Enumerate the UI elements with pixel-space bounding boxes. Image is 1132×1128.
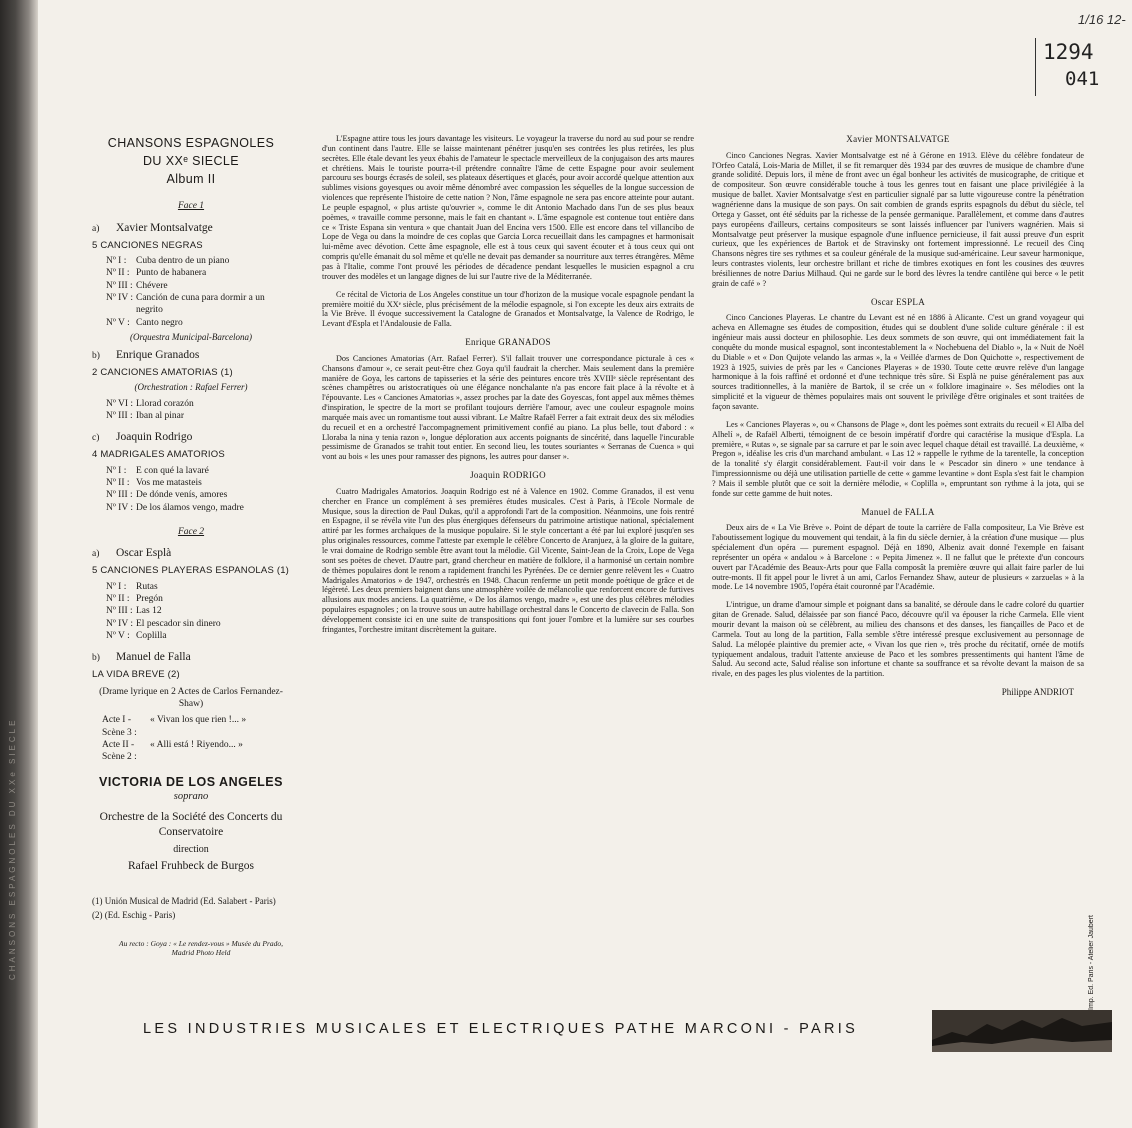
actes-list: [92, 714, 290, 763]
track-item: [92, 581, 290, 593]
aria-item: [92, 714, 290, 739]
track-number: Nº III :: [106, 280, 133, 291]
composer-falla: b) Manuel de Falla: [92, 651, 191, 664]
track-title: Vos me matasteis: [136, 478, 202, 489]
track-item: [92, 465, 290, 477]
songs-b-list: [92, 398, 290, 423]
publisher-footer: LES INDUSTRIES MUSICALES ET ELECTRIQUES PATHE MARCONI - PARIS: [143, 1021, 859, 1037]
track-title: De los álamos vengo, madre: [136, 502, 244, 513]
album-title-line2: DU XXᵉ SIECLE: [143, 154, 239, 169]
track-number: Nº II :: [106, 268, 130, 279]
track-title: Canto negro: [136, 317, 183, 328]
track-title: Iban al pinar: [136, 411, 185, 422]
track-item: [92, 280, 290, 292]
track-item: [92, 255, 290, 267]
track-item: [92, 489, 290, 501]
track-title: Llorad corazón: [136, 398, 194, 409]
aria-item: [92, 739, 290, 764]
track-number: Nº II :: [106, 478, 130, 489]
track-number: Nº I :: [106, 581, 127, 592]
track-item: [92, 410, 290, 422]
montsalvatge-paragraph: Cinco Canciones Negras. Xavier Montsalvatge est né à Gérone en 1913. Elève du célèbre fondateur de l'Orfeo Catalá, Lois-Maria de Millet, il se fit remarquer dès 1934 par des œuvres de musique de chambre d'une grande solidité. Depuis lors, il mène de front avec un égal bonheur les activités de musicographe, de critique et de compositeur. Son œuvre considérable touche à tous les genres tout en faisant une place privilégiée à la musique de ballet. Xavier Montsalvatge s'est en particulier signalé par sa lutte vigoureuse contre la pénétration wagnérienne dans la musique de son pays. On sait combien de grands esprits espagnols du début du siècle, tel Ortega y Gasset, ont été séduits par la richesse de la pensée germanique. Parallèlement, et comme dans d'autres pays européens d'ailleurs, certains compositeurs se sont laissés influencer par l'univers wagnérien. Mais si Montsalvatge peut préserver la musique espagnole d'une influence pernicieuse, il fait aussi preuve d'un esprit curieux, que les expériences de Bartok et de Stravinsky ont fortement impressionné. Le recueil des Cinq Chansons nègres tire ses rythmes et sa couleur générale de la musique sud-américaine. Leur saveur harmonique, leurs contrastes violents, leur orchestre brillant et riche de timbres exotiques en font les cousines des œuvres brésiliennes de notre Darius Milhaud. Qui ne garde sur le bord des lèvres la tendre cantilène qui berce « le petit grain de café » ?: [712, 150, 1084, 288]
track-item: [92, 593, 290, 605]
catalog-suffix: 041: [1065, 68, 1100, 90]
spine-text: CHANSONS ESPAGNOLES DU XXe SIECLE: [8, 717, 17, 980]
track-number: Nº III :: [106, 490, 133, 501]
face-2-label: Face 2: [177, 527, 205, 538]
aria-title: « Alli está ! Riyendo... »: [150, 740, 243, 751]
heading-montsalvatge: Xavier MONTSALVATGE: [846, 134, 950, 144]
group-vida-breve: LA VIDA BREVE (2): [92, 669, 180, 681]
songs-c-list: [92, 465, 290, 514]
heading-rodrigo: Joaquin RODRIGO: [470, 470, 546, 481]
album-title-line3: Album II: [166, 172, 216, 187]
track-item: [92, 267, 290, 279]
track-title: Cuba dentro de un piano: [136, 256, 230, 266]
recital-paragraph: Ce récital de Victoria de Los Angeles constitue un tour d'horizon de la musique vocale espagnole pendant la première moitié du XXᵉ siècle, plus précisément de la mélodie espagnole, si l'on excepte les deux airs extraits de la Vie Brève. Il évoque successivement la Catalogne de Granados et Montsalvatge, la Valence de Rodrigo, le Levant d'Espla et l'Andalousie de Falla.: [322, 289, 694, 329]
track-title: Punto de habanera: [136, 268, 207, 279]
aria-title: « Vivan los que rien !... »: [150, 715, 247, 726]
track-number: Nº III :: [106, 606, 133, 617]
artist-name: VICTORIA DE LOS ANGELES: [99, 774, 283, 789]
track-title: Canción de cuna para dormir a un negrito: [136, 293, 265, 316]
composer-espla: a) Oscar Esplà: [92, 547, 172, 560]
tracklist-column: [92, 134, 290, 957]
espla-paragraph-2: Les « Canciones Playeras », ou « Chansons de Plage », dont les poèmes sont extraits du recueil « El Alba del Alhelí », de Rafaël Alberti, témoignent de ce besoin impératif d'ordre qui caractérise la musique d'Espla. La première, « Rutas », se signale par sa carrure et par le soin avec lequel chaque détail est travaillé. La deuxième, « Pregon », idéalise les cris d'un marchand ambulant. « Las 12 » rappelle le rythme de la tarentelle, la conception de la tonalité s'y élargit considérablement. Faut-il voir dans le « Pescador sin dinero » une tendance à l'impressionnisme ou déjà une utilisation partielle de cette « gamme levantine » dont Espla s'est fait le champion ? Mais il semble plutôt que ce soit la dernière mélodie, « Coplilla », empruntant son rythme à la jota, qui se fonde sur cette gamme de huit notes.: [712, 419, 1084, 498]
track-number: Nº V :: [106, 317, 130, 328]
article-column-2: [322, 134, 694, 643]
track-item: [92, 630, 290, 642]
track-item: [92, 317, 290, 329]
aria-act: Acte I - Scène 3 :: [102, 715, 137, 738]
heading-granados: Enrique GRANADOS: [465, 337, 551, 348]
composer-montsalvatge: a) Xavier Montsalvatge: [92, 221, 213, 234]
track-number: Nº III :: [106, 411, 133, 422]
track-item: [92, 398, 290, 410]
group-canciones-amatorias: 2 CANCIONES AMATORIAS (1): [92, 366, 233, 378]
track-number: Nº I :: [106, 465, 127, 476]
artist-voice: soprano: [173, 791, 209, 802]
granados-paragraph: Dos Canciones Amatorias (Arr. Rafael Ferrer). S'il fallait trouver une correspondance picturale à ces « Chansons d'amour », ce serait peut-être chez Goya qu'il faudrait la chercher. Mais seulement dans la première manière de Goya, les cartons de tapisseries et la série des peintures encore très XVIIIᵉ siècle représentant des scènes champêtres ou aristocratiques où une élégance nonchalante n'a pas encore fait place à la révolte et à l'épouvante. Les « Canciones Amatorias », assez proches par la date des Goyescas, font appel aux mêmes thèmes d'inspiration, le spectre de la mort se profilant toujours derrière l'amour, avec une couleur espagnole moins marquée mais avec un romantisme tout aussi vibrant. Le Maître Rafaël Ferrer a fait extrait deux des six mélodies du recueil et en a orchestré l'accompagnement primitivement confié au piano. La plus belle, tout d'abord : « Lloraba la nina y tenia razon », longue déploration aux accents poignants de sincérité, dans laquelle l'incurable pessimisme de Granados se trahit tout entier. En second lieu, les toutes souriantes « Serranas de Cuenca » qui vont au bois « les unes pour ramasser des pignons, les autres pour danser ».: [322, 353, 694, 462]
record-spine: [0, 0, 38, 1128]
footer-landscape-image: [932, 1010, 1112, 1052]
orchestra-note-a: (Orquestra Municipal-Barcelona): [129, 332, 253, 343]
track-item: [92, 477, 290, 489]
heading-espla: Oscar ESPLA: [870, 296, 926, 307]
track-number: Nº II :: [106, 594, 130, 605]
heading-falla: Manuel de FALLA: [861, 506, 935, 517]
track-item: [92, 605, 290, 617]
intro-paragraph: L'Espagne attire tous les jours davantage les visiteurs. Le voyageur la traverse du nord au sud pour se rendre d'un continent dans l'autre. Elle se laisse maintenant pénétrer jusqu'en ses contrées les plus retirées, les plus secrètes. Elle étale devant les yeux ébahis de l'amateur le spectacle merveilleux de la conjugaison des arts maures et chrétiens. Mais le touriste pourra-t-il prétendre connaître l'âme de cette Espagne pour avoir seulement parcouru ses bourgs écrasés de soleil, ses plateaux désertiques et glacés, pour avoir accordé quelque attention aux sublimes visions goyesques ou avoir même dénombré avec compassion les séquelles de la longue succession de violences que représente l'histoire de cette nation ? Non, l'âme espagnole ne sera pas encore atteinte pour autant. Le peuple espagnol, « plus artiste qu'ouvrier », comme le dit Antonio Machado dans l'un de ses plus beaux poèmes, « travaille comme personne, mais le fait en chantant ». L'âme espagnole est contenue tout entière dans ce « Triste Espana sin ventura » que chantait Juan del Encina vers 1500. Elle est encore dans tel villancibo de Lope de Vega ou dans la moindre de ces coplas que Garcia Lorca recueillait dans les campagnes et harmonisait lui-même avec dévotion. Cette âme espagnole, elle est à tous ceux qui savent écouter et à tous ceux qui ont compris qu'elle émanait du sol même et qu'elle ne devait pas demander sa nourriture aux terres étrangères. Même pas à l'Italie, comme l'ont prouvé les périodes de décadence pendant lesquelles le musicien espagnol a cru trouver des modèles et un langage dignes de lui sur l'autre rive de la Méditerranée.: [322, 134, 694, 281]
author-signature: Philippe ANDRIOT: [1001, 687, 1074, 698]
track-title: Chévere: [136, 280, 168, 291]
face-1-label: Face 1: [177, 201, 205, 212]
track-number: Nº I :: [106, 256, 127, 266]
track-item: [92, 292, 290, 317]
orchestra-name: Orchestre de la Société des Concerts du Conservatoire: [99, 810, 283, 838]
track-title: Coplilla: [136, 631, 167, 642]
direction-label: direction: [173, 843, 209, 855]
catalog-divider: [1035, 38, 1036, 96]
catalog-number: 1294: [1043, 40, 1094, 64]
article-column-3: [712, 134, 1084, 698]
track-title: E con qué la lavaré: [136, 465, 209, 476]
orchestration-note-b: (Orchestration : Rafael Ferrer): [134, 382, 248, 393]
songs-d-list: [92, 581, 290, 643]
rodrigo-paragraph: Cuatro Madrigales Amatorios. Joaquin Rodrigo est né à Valence en 1902. Comme Granados, il est venu chercher en France un complément à ses premières études musicales. C'est à Paris, à l'Ecole Normale de Musique, sous la direction de Paul Dukas, qu'il a approfondi l'art de la composition. Néanmoins, une fois rentré en Espagne, il se révéla vite l'un des plus énergiques défenseurs du patrimoine artistique national, spécialement attiré par les formes archaïques de la musique populaire. Si le style concertant a été par lui exploré jusqu'en ses plus originales ressources, comme l'atteste par exemple le célèbre Concerto de Aranjuez, à la gloire de la guitare, le vrai domaine de Rodrigo semble être avant tout la mélodie. Gil Vicente, Saint-Jean de la Croix, Lope de Vega sont ses poètes de chevet. D'autre part, grand chercheur en matière de folklore, il a harmonisé un certain nombre de thèmes populaires dont le renom a rapidement franchi les Pyrénées. De ce dernier genre relèvent les « Cuatro Madrigales Amatorios » de 1947, orchestrés en 1948. Chacun renferme un petit monde poétique de grâce et de légèreté. Les deux premiers baignent dans une atmosphère voilée de mélancolie que renforcent encore de furtives allusions aux modes anciens. La quatrième, « De los álamos vengo, madre », est une des plus célèbres mélodies populaires espagnoles ; on la trouve sous un autre habillage orchestral dans le Concerto de clavecin de Falla. Son développement consiste ici en une suite de transpositions qui font jouer l'ombre et la lumière sur ses courbes fringantes, l'orchestre imitant discrètement la guitare.: [322, 486, 694, 634]
track-title: El pescador sin dinero: [136, 618, 221, 629]
print-credit: Imp. Ed. Paris - Atelier Jaubert: [1088, 915, 1095, 1010]
track-title: De dónde venís, amores: [136, 490, 228, 501]
track-number: Nº IV :: [106, 618, 134, 629]
handwritten-note: 1/16 12-: [1078, 12, 1126, 27]
track-number: Nº IV :: [106, 502, 134, 513]
publisher-note-2: (2) (Ed. Eschig - Paris): [92, 910, 176, 921]
track-number: Nº IV :: [106, 293, 134, 304]
publisher-note-1: (1) Unión Musical de Madrid (Ed. Salabert - Paris): [92, 896, 276, 907]
espla-paragraph-1: Cinco Canciones Playeras. Le chantre du Levant est né en 1886 à Alicante. C'est un grand voyageur qui acheva en Allemagne ses études de composition, études qui se doublent d'une solide culture générale : il est ingénieur mais aussi docteur en philosophie. Les deux sommets de son œuvre, qui ont immédiatement fait la conquête du monde musical espagnol, sont incontestablement la « Nochebuena del Diablo », la « Nuit de Noël du Diable » et « Don Quijote velando las armas », la « Veillée d'armes de Don Quichotte », respectivement de 1923 à 1925, suivies de près par les « Canciones Playeras » de 1930. Toute cette œuvre relève d'un langage harmonique à la fois raffiné et ordonné et d'une technique très sûre. Si Esplà ne puise généralement pas aux sources traditionnelles, à la manière de Bartok, il se crée un « folklore imaginaire ». Ses mélodies ont la simplicité et la vigueur de thèmes populaires mais ont souvent le privilège d'être originales et sont traitées de façon savante.: [712, 313, 1084, 411]
group-madrigales: 4 MADRIGALES AMATORIOS: [92, 449, 225, 461]
conductor-name: Rafael Fruhbeck de Burgos: [128, 859, 254, 872]
track-item: [92, 502, 290, 514]
publisher-notes: [92, 895, 290, 923]
falla-paragraph-1: Deux airs de « La Vie Brève ». Point de départ de toute la carrière de Falla compositeur, La Vie Brève est l'aboutissement logique du mouvement qui tendait, à la fin du siècle dernier, à la création d'une musique — plus spécialement d'un opéra — purement espagnol. Déjà en 1890, Albeniz avait donné l'exemple en faisant représenter un opéra « andalou » à Barcelone : « Pepita Jimenez ». Il ne fallut que le prétexte d'un concours ouvert par l'Académie des Beaux-Arts pour que Falla composât la première œuvre qui allait faire parler de lui outre-monts. Il fit appel pour le livret à un ami, Carlos Fernandez Shaw, auteur de plusieurs « zarzuelas » à la mode. Le 14 novembre 1905, l'opéra était couronné par l'Académie.: [712, 523, 1084, 592]
group-canciones-playeras: 5 CANCIONES PLAYERAS ESPANOLAS (1): [92, 565, 290, 577]
album-title-line1: CHANSONS ESPAGNOLES: [107, 136, 275, 150]
track-title: Pregón: [136, 594, 163, 605]
track-number: Nº VI :: [106, 398, 134, 409]
songs-a-list: [92, 255, 290, 329]
composer-granados: b) Enrique Granados: [92, 348, 200, 361]
drame-note: (Drame lyrique en 2 Actes de Carlos Fernandez-Shaw): [99, 686, 283, 710]
track-number: Nº V :: [106, 631, 130, 642]
falla-paragraph-2: L'intrigue, un drame d'amour simple et poignant dans sa banalité, se déroule dans le cadre coloré du quartier gitan de Grenade. Salud, délaissée par son fiancé Paco, découvre qu'il va épouser la riche Carmela. Elle vient mourir devant la maison où se célèbrent, au milieu des chansons et des danses, les fiançailles de Paco et de Carmela. Tout au long de la partition, Falla semble s'être intéressé presque exclusivement au personnage de Salud. La mélopée plaintive du premier acte, « Vivan los que rien », très proche du récitatif, ornée de motifs typiquement andalous, traduit l'attente anxieuse de Paco et les sombres pressentiments qui hantent l'âme de Salud. Au second acte, Salud réalise son infortune et chante sa souffrance et sa révolte devant la maison de sa rivale, en des pages les plus violentes de la partition.: [712, 600, 1084, 679]
group-canciones-negras: 5 CANCIONES NEGRAS: [92, 239, 203, 251]
track-title: Las 12: [136, 606, 162, 617]
aria-act: Acte II - Scène 2 :: [102, 740, 137, 763]
track-item: [92, 618, 290, 630]
composer-rodrigo: c) Joaquin Rodrigo: [92, 431, 193, 444]
album-title: [92, 134, 290, 188]
track-title: Rutas: [136, 581, 158, 592]
cover-credit: Au recto : Goya : « Le rendez-vous » Musée du Prado, Madrid Photo Held: [119, 939, 283, 958]
